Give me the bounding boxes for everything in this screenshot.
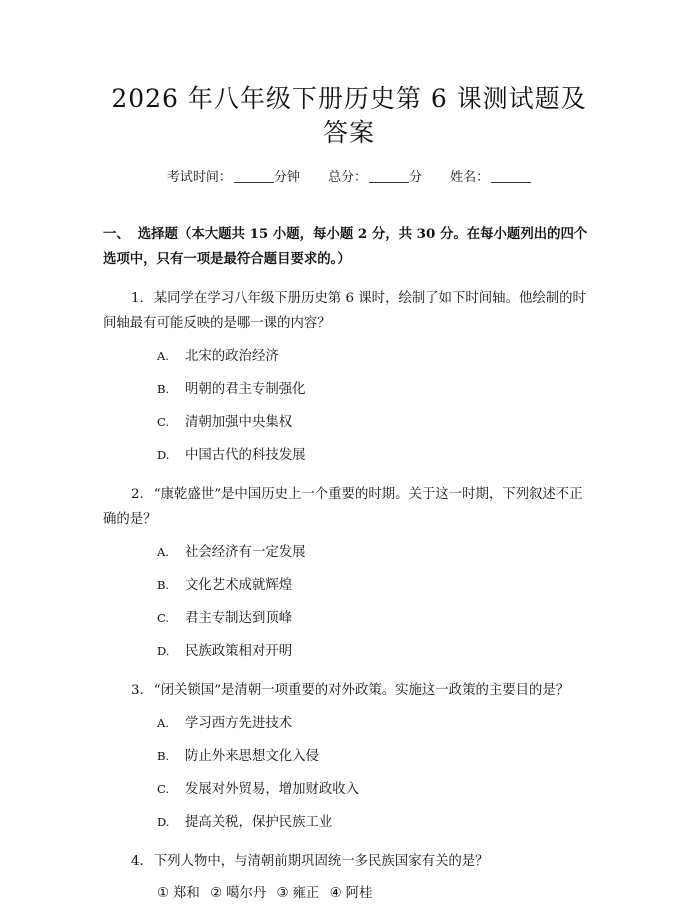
option-b <box>103 744 595 769</box>
exam-info <box>103 168 595 188</box>
question-text: “康乾盛世”是中国历史上一个重要的时期。关于这一时期，下列叙述不正确的是？ <box>103 487 583 527</box>
option-text: 社会经济有一定发展 <box>185 545 306 560</box>
option-letter: B. <box>157 382 170 396</box>
choice-mark: ① <box>157 886 170 901</box>
choice-text: 噶尔丹 <box>226 886 267 901</box>
option-letter: B. <box>157 578 170 592</box>
question-number: 1. <box>131 291 144 306</box>
student-name <box>450 168 531 188</box>
exam-time-unit: 分钟 <box>273 170 300 185</box>
total-score-blank <box>369 168 409 183</box>
option-text: 提高关税，保护民族工业 <box>185 815 333 830</box>
section-instructions: 选择题（本大题共 15 小题，每小题 2 分，共 30 分。在每小题列出的四个选项中，只有一项是最符合题目要求的。） <box>103 226 588 267</box>
exam-time-label: 考试时间： <box>166 170 232 185</box>
option-text: 明朝的君主专制强化 <box>185 382 306 397</box>
student-name-label: 姓名： <box>450 170 490 185</box>
question-text: “闭关锁国”是清朝一项重要的对外政策。实施这一政策的主要目的是？ <box>153 683 570 698</box>
option-text: 君主专制达到顶峰 <box>185 611 293 626</box>
option-text: 北宋的政治经济 <box>185 349 279 364</box>
question-number: 4. <box>131 854 144 869</box>
option-d <box>103 639 595 664</box>
option-b <box>103 377 595 402</box>
question-stem <box>103 482 595 532</box>
option-letter: C. <box>157 415 170 429</box>
section-number: 一、 <box>103 226 130 242</box>
question-stem <box>103 678 595 703</box>
option-c <box>103 410 595 435</box>
option-c <box>103 777 595 802</box>
choice-mark: ③ <box>276 886 289 901</box>
option-a <box>103 711 595 736</box>
option-letter: A. <box>157 545 169 559</box>
question-number: 2. <box>131 487 144 502</box>
question-text: 下列人物中，与清朝前期巩固统一多民族国家有关的是？ <box>153 854 489 869</box>
option-text: 文化艺术成就辉煌 <box>185 578 293 593</box>
option-text: 中国古代的科技发展 <box>185 448 306 463</box>
option-d <box>103 810 595 835</box>
page-title: 2026 年八年级下册历史第 6 课测试题及答案 <box>111 84 587 147</box>
question-4 <box>103 849 595 906</box>
question-1 <box>103 286 595 468</box>
option-letter: C. <box>157 611 170 625</box>
question-text: 某同学在学习八年级下册历史第 6 课时，绘制了如下时间轴。他绘制的时间轴最有可能反映的是哪一课的内容？ <box>103 291 586 331</box>
choice-mark: ④ <box>329 886 342 901</box>
exam-time <box>167 168 300 188</box>
option-letter: C. <box>157 782 170 796</box>
option-b <box>103 573 595 598</box>
option-a <box>103 344 595 369</box>
choice-list <box>103 882 595 906</box>
option-letter: A. <box>157 349 169 363</box>
question-number: 3. <box>131 683 144 698</box>
option-letter: A. <box>157 716 169 730</box>
section-heading <box>103 222 595 272</box>
total-score <box>328 168 422 188</box>
option-letter: D. <box>157 815 170 829</box>
total-score-unit: 分 <box>409 170 423 185</box>
option-text: 学习西方先进技术 <box>185 716 293 731</box>
exam-time-blank <box>234 168 274 183</box>
option-text: 清朝加强中央集权 <box>185 415 293 430</box>
option-letter: D. <box>157 644 170 658</box>
option-d <box>103 443 595 468</box>
choice-text: 郑和 <box>173 886 200 901</box>
question-stem <box>103 849 595 874</box>
option-c <box>103 606 595 631</box>
option-a <box>103 540 595 565</box>
option-text: 发展对外贸易，增加财政收入 <box>185 782 360 797</box>
total-score-label: 总分： <box>327 170 367 185</box>
question-2 <box>103 482 595 664</box>
choice-text: 阿桂 <box>345 886 373 901</box>
option-letter: B. <box>157 749 170 763</box>
option-text: 民族政策相对开明 <box>185 644 293 659</box>
option-letter: D. <box>157 448 170 462</box>
question-stem <box>103 286 595 336</box>
choice-mark: ② <box>210 886 223 901</box>
student-name-blank <box>491 168 531 183</box>
option-text: 防止外来思想文化入侵 <box>185 749 319 764</box>
question-3 <box>103 678 595 835</box>
choice-text: 雍正 <box>292 886 320 901</box>
